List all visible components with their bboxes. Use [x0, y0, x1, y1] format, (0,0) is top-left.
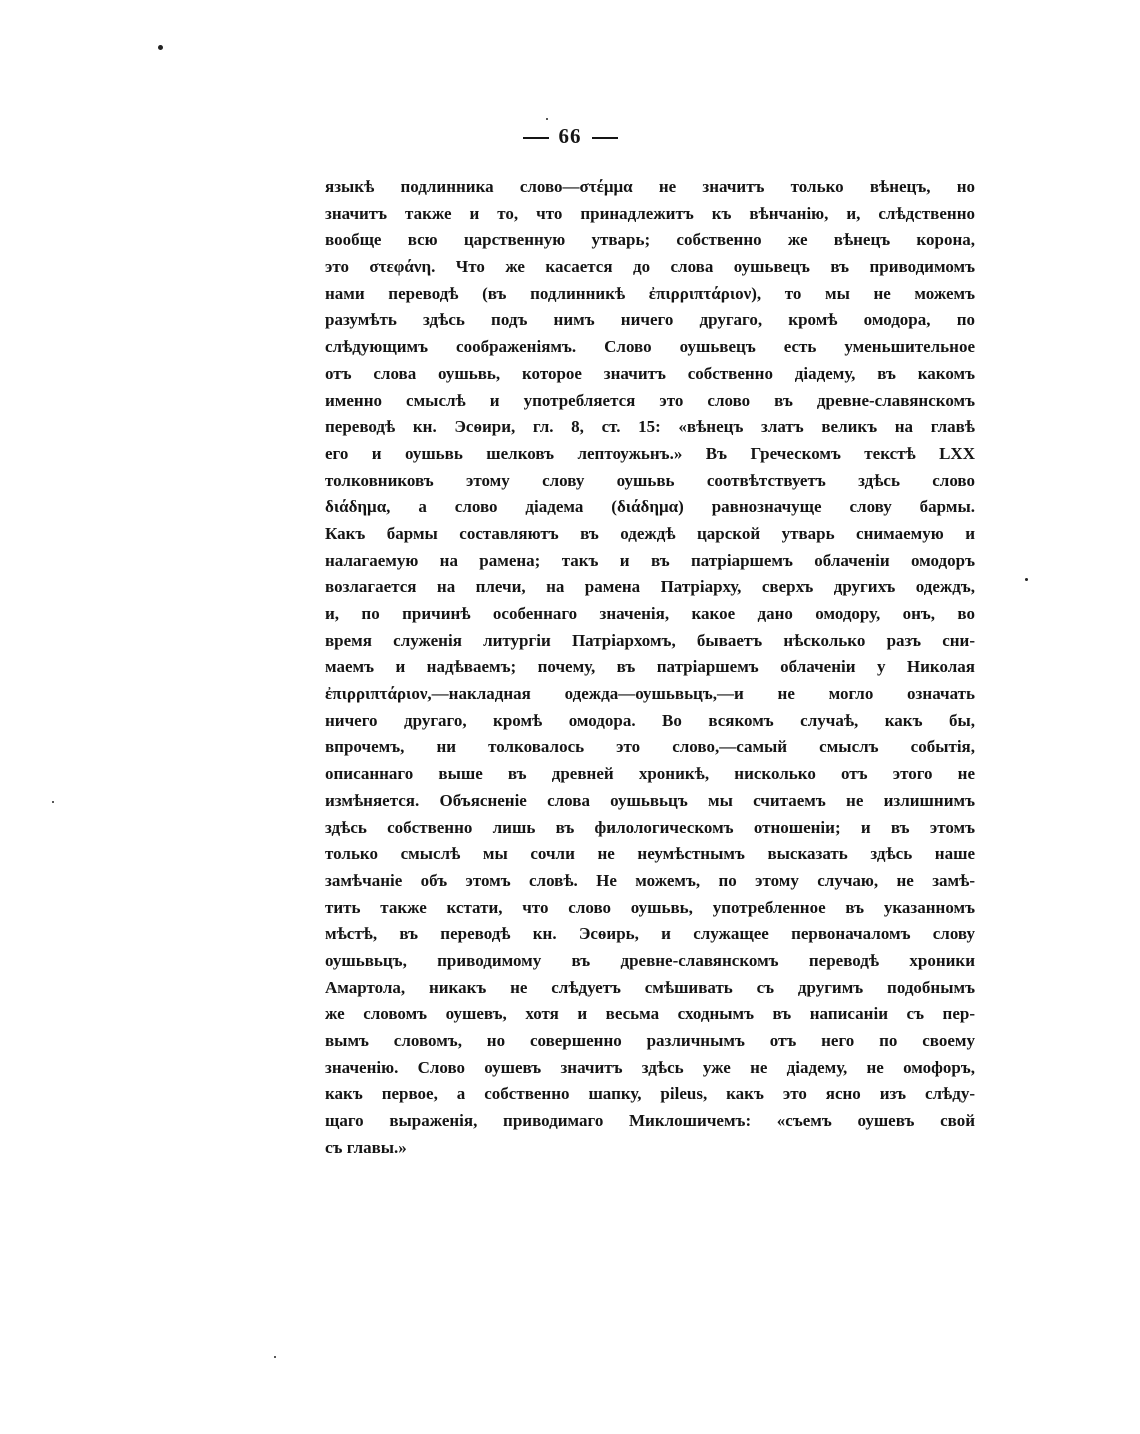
text-line: налагаемую на рамена; такъ и въ патріаршемъ облаченіи омодоръ — [325, 550, 975, 570]
text-line: вообще всю царственную утварь; собственно же вѣнецъ корона, — [325, 230, 975, 250]
text-line: именно смыслѣ и употребляется это слово въ древне-славянскомъ — [325, 390, 975, 410]
text-line: отъ слова оушьвь, которое значитъ собственно діадему, въ какомъ — [325, 363, 975, 383]
text-line: возлагается на плечи, на рамена Патріарху, сверхъ другихъ одеждъ, — [325, 577, 975, 597]
text-line: это στεφάνη. Что же касается до слова оушьвецъ въ приводимомъ — [325, 257, 975, 277]
text-line: описаннаго выше въ древней хроникѣ, нисколько отъ этого не — [325, 764, 975, 784]
ink-speck — [546, 118, 548, 120]
text-line: оушьвьцъ, приводимому въ древне-славянскомъ переводѣ хроники — [325, 950, 975, 970]
text-line: Какъ бармы составляютъ въ одеждѣ царской утварь снимаемую и — [325, 523, 975, 543]
text-line: съ главы.» — [325, 1137, 407, 1157]
page-number-dash-right — [592, 137, 618, 139]
text-line: разумѣть здѣсь подъ нимъ ничего другаго, кромѣ омодора, по — [325, 310, 975, 330]
text-line: значенію. Слово оушевъ значитъ здѣсь уже не діадему, не омофоръ, — [325, 1057, 975, 1077]
page-number — [0, 124, 1140, 149]
text-line: тить также кстати, что слово оушьвь, употребленное въ указанномъ — [325, 897, 975, 917]
text-line: какъ первое, а собственно шапку, pileus, какъ это ясно изъ слѣду- — [325, 1084, 975, 1104]
text-line: время служенія литургіи Патріархомъ, бываетъ нѣсколько разъ сни- — [325, 630, 975, 650]
text-line: маемъ и надѣваемъ; почему, въ патріаршемъ облаченіи у Николая — [325, 657, 975, 677]
text-line: нами переводѣ (въ подлинникѣ ἐπιρριπτάριον), то мы не можемъ — [325, 283, 975, 303]
text-line: διάδημα, а слово діадема (διάδημα) равнозначуще слову бармы. — [325, 497, 975, 517]
ink-speck — [1025, 578, 1028, 581]
page-number-value: 66 — [558, 124, 582, 148]
text-line: щаго выраженія, приводимаго Миклошичемъ: «съемъ оушевъ свой — [325, 1111, 975, 1131]
ink-speck — [274, 1356, 276, 1358]
text-line: толковниковъ этому слову оушьвь соотвѣтствуетъ здѣсь слово — [325, 470, 975, 490]
text-line: ничего другаго, кромѣ омодора. Во всякомъ случаѣ, какъ бы, — [325, 710, 975, 730]
text-line: его и оушьвь шелковъ лептоужьнъ.» Въ Греческомъ текстѣ LXX — [325, 443, 975, 463]
text-line: значитъ также и то, что принадлежитъ къ вѣнчанію, и, слѣдственно — [325, 203, 975, 223]
text-line: языкѣ подлинника слово—στέμμα не значитъ только вѣнецъ, но — [325, 177, 975, 196]
text-line: переводѣ кн. Эсѳири, гл. 8, ст. 15: «вѣнецъ златъ великъ на главѣ — [325, 417, 975, 437]
text-line: вымъ словомъ, но совершенно различнымъ отъ него по своему — [325, 1031, 975, 1050]
text-line: мѣстѣ, въ переводѣ кн. Эсѳирь, и служащее первоначаломъ слову — [325, 924, 975, 944]
text-line: только смыслѣ мы сочли не неумѣстнымъ высказать здѣсь наше — [325, 844, 975, 864]
text-line: слѣдующимъ соображеніямъ. Слово оушьвецъ есть уменьшительное — [325, 337, 975, 357]
text-line: впрочемъ, ни толковалось это слово,—самый смыслъ событія, — [325, 737, 975, 757]
text-line: Амартола, никакъ не слѣдуетъ смѣшивать съ другимъ подобнымъ — [325, 977, 975, 997]
body-text — [325, 174, 975, 1161]
ink-speck — [158, 45, 163, 50]
text-line: замѣчаніе объ этомъ словѣ. Не можемъ, по этому случаю, не замѣ- — [325, 870, 975, 890]
text-line: здѣсь собственно лишь въ филологическомъ отношеніи; и въ этомъ — [325, 817, 975, 837]
text-line: же словомъ оушевъ, хотя и весьма сходнымъ въ написаніи съ пер- — [325, 1004, 975, 1024]
text-line: измѣняется. Объясненіе слова оушьвьцъ мы считаемъ не излишнимъ — [325, 790, 975, 810]
text-line: ἐπιρριπτάριον,—накладная одежда—оушьвьцъ,—и не могло означать — [325, 684, 975, 704]
text-line: и, по причинѣ особеннаго значенія, какое дано омодору, онъ, во — [325, 604, 975, 623]
ink-speck — [52, 801, 54, 803]
page-number-dash-left — [523, 137, 549, 139]
